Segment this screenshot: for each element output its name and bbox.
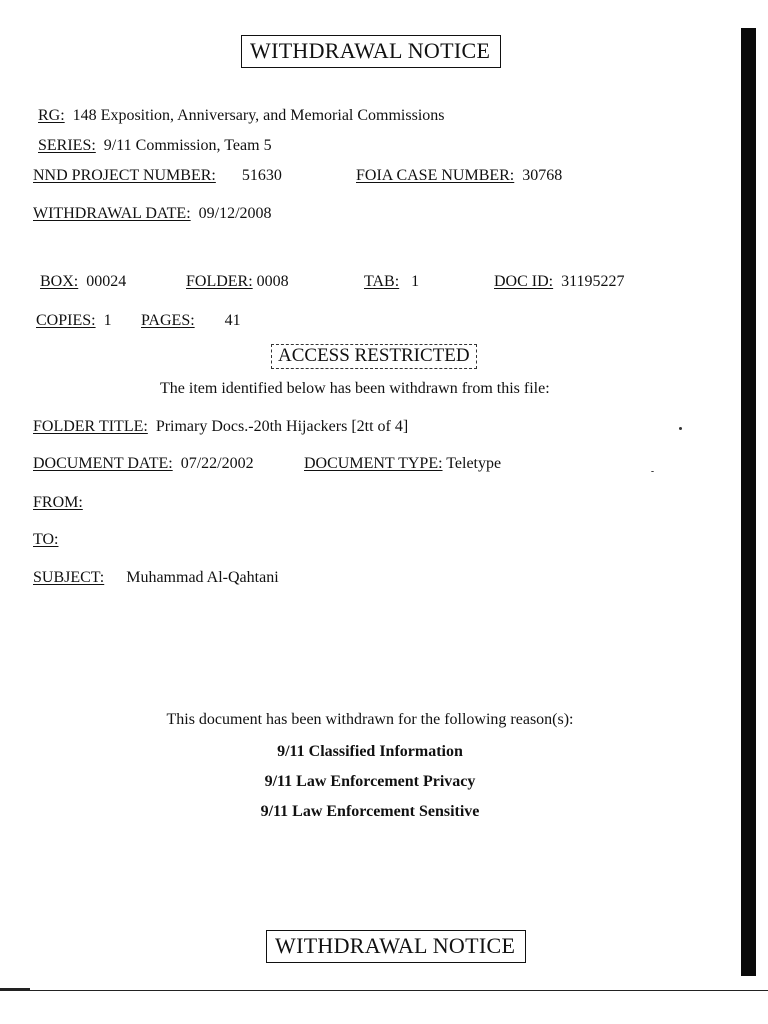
withdrawn-statement: The item identified below has been withdrawn from this file: xyxy=(160,380,550,397)
document-date-row xyxy=(33,455,254,473)
series-row xyxy=(38,137,272,155)
copies-value: 1 xyxy=(103,312,112,329)
nnd-project-value: 51630 xyxy=(241,167,282,184)
withdrawal-date-label: WITHDRAWAL DATE: xyxy=(33,205,191,222)
copies-label: COPIES: xyxy=(36,312,96,329)
withdrawal-date-row xyxy=(33,205,272,223)
withdrawal-date-value: 09/12/2008 xyxy=(198,205,272,222)
tab-label: TAB: xyxy=(364,273,400,290)
reason-item: 9/11 Classified Information xyxy=(277,743,463,760)
pages-label: PAGES: xyxy=(141,312,195,329)
subject-row xyxy=(33,569,279,587)
scan-speck xyxy=(651,471,654,472)
pages-row xyxy=(141,312,241,330)
foia-case-value: 30768 xyxy=(522,167,563,184)
document-date-label: DOCUMENT DATE: xyxy=(33,455,173,472)
foia-case-label: FOIA CASE NUMBER: xyxy=(356,167,515,184)
reason-item: 9/11 Law Enforcement Sensitive xyxy=(260,803,480,820)
top-withdrawal-notice-title: WITHDRAWAL NOTICE xyxy=(241,35,501,68)
subject-label: SUBJECT: xyxy=(33,569,105,586)
doc-id-row xyxy=(494,273,625,291)
reasons-intro: This document has been withdrawn for the following reason(s): xyxy=(166,711,574,728)
subject-value: Muhammad Al-Qahtani xyxy=(126,569,279,586)
nnd-project-label: NND PROJECT NUMBER: xyxy=(33,167,216,184)
copies-row xyxy=(36,312,112,330)
nnd-project-row xyxy=(33,167,282,185)
box-value: 00024 xyxy=(86,273,127,290)
folder-value: 0008 xyxy=(256,273,289,290)
rg-label: RG: xyxy=(38,107,65,124)
rg-row xyxy=(38,107,445,125)
bottom-rule-line xyxy=(30,990,768,991)
access-restricted-box: ACCESS RESTRICTED xyxy=(271,344,477,369)
from-label: FROM: xyxy=(33,494,83,511)
to-label: TO: xyxy=(33,531,59,548)
reason-item: 9/11 Law Enforcement Privacy xyxy=(264,773,476,790)
document-type-row xyxy=(304,455,501,473)
folder-title-row xyxy=(33,418,408,436)
rg-value: 148 Exposition, Anniversary, and Memorial Commissions xyxy=(72,107,445,124)
document-type-label: DOCUMENT TYPE: xyxy=(304,455,443,472)
document-type-value: Teletype xyxy=(446,455,502,472)
box-label: BOX: xyxy=(40,273,79,290)
bottom-withdrawal-notice-title: WITHDRAWAL NOTICE xyxy=(266,930,526,963)
series-label: SERIES: xyxy=(38,137,96,154)
document-date-value: 07/22/2002 xyxy=(180,455,254,472)
tab-row xyxy=(364,273,419,291)
folder-label: FOLDER: xyxy=(186,273,253,290)
box-row xyxy=(40,273,126,291)
folder-title-label: FOLDER TITLE: xyxy=(33,418,148,435)
doc-id-label: DOC ID: xyxy=(494,273,554,290)
folder-row xyxy=(186,273,289,291)
folder-title-value: Primary Docs.-20th Hijackers [2tt of 4] xyxy=(155,418,409,435)
bottom-edge-mark xyxy=(0,988,30,991)
foia-case-row xyxy=(356,167,562,185)
pages-value: 41 xyxy=(224,312,241,329)
series-value: 9/11 Commission, Team 5 xyxy=(103,137,272,154)
tab-value: 1 xyxy=(411,273,420,290)
scan-speck xyxy=(679,427,682,430)
scan-margin-bar xyxy=(741,28,756,976)
doc-id-value: 31195227 xyxy=(561,273,625,290)
